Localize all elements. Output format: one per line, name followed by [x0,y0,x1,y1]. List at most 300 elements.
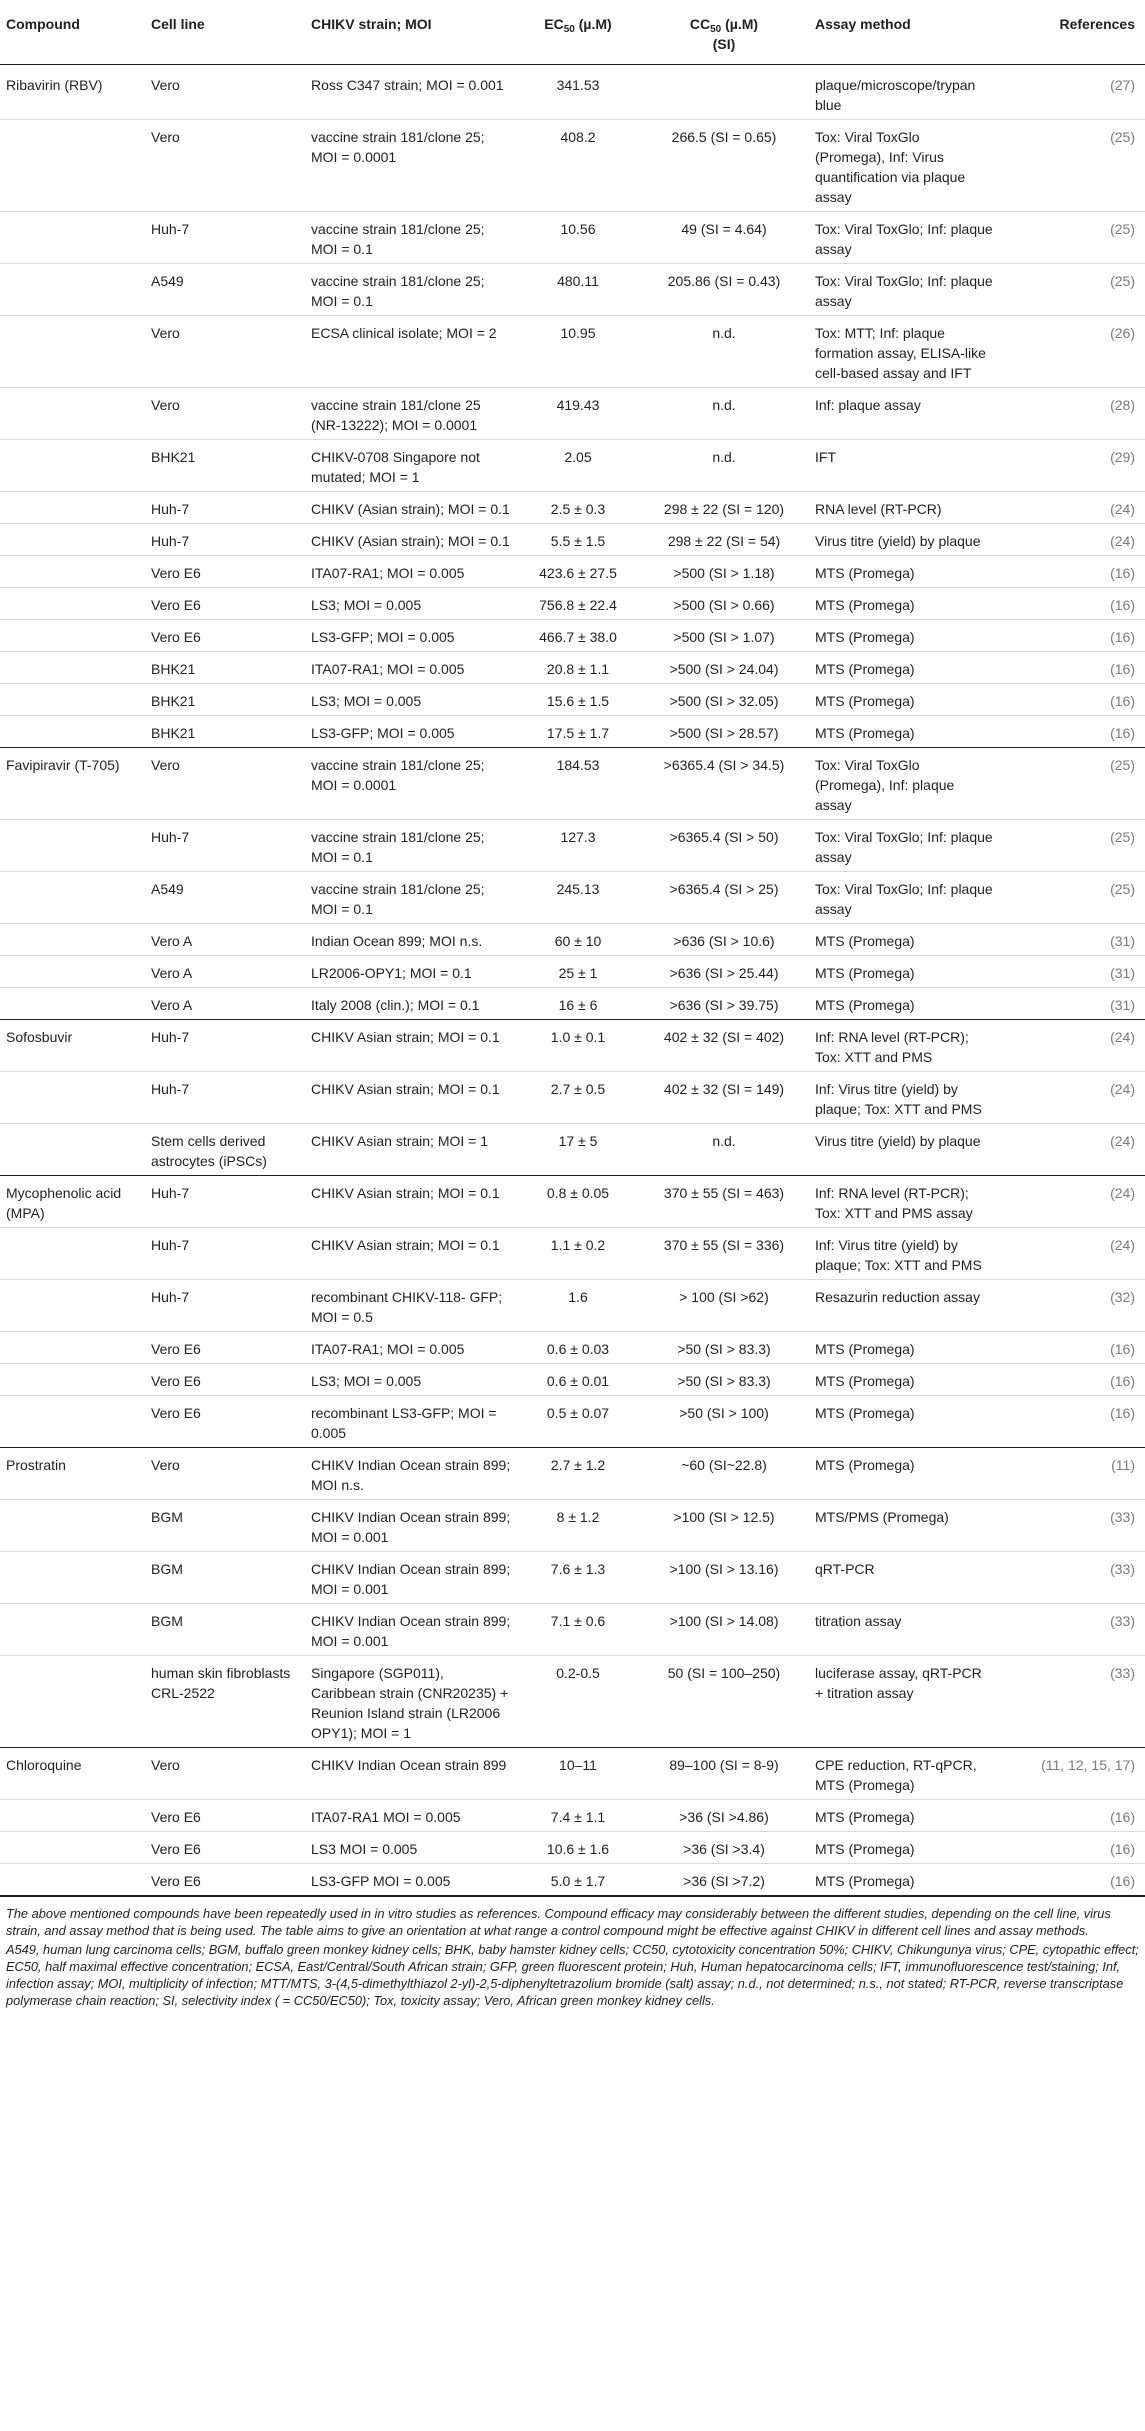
cell-line: BGM [145,1552,305,1604]
table-row [0,872,1145,924]
cell-assay: plaque/microscope/trypan blue [809,65,999,120]
cell-cc50: >636 (SI > 10.6) [639,924,809,956]
cell-assay: Tox: Viral ToxGlo; Inf: plaque assay [809,212,999,264]
cell-strain: CHIKV Asian strain; MOI = 0.1 [305,1020,517,1072]
header-assay: Assay method [809,0,999,65]
table-row [0,588,1145,620]
cell-ec50: 8 ± 1.2 [517,1500,639,1552]
cell-compound [0,684,145,716]
cell-cc50: >500 (SI > 32.05) [639,684,809,716]
cell-cc50: >636 (SI > 25.44) [639,956,809,988]
cell-compound [0,1280,145,1332]
table-header-row [0,0,1145,65]
table-row [0,1364,1145,1396]
header-ec50 [517,0,639,65]
cell-reference[interactable]: (25) [999,264,1145,316]
cell-line: Vero E6 [145,1800,305,1832]
cell-line: Huh-7 [145,1072,305,1124]
cell-ec50: 127.3 [517,820,639,872]
cell-assay: Inf: Virus titre (yield) by plaque; Tox: XTT and PMS [809,1072,999,1124]
cell-compound [0,1864,145,1896]
cell-ec50: 1.0 ± 0.1 [517,1020,639,1072]
table-row [0,1124,1145,1176]
header-cell-line: Cell line [145,0,305,65]
cell-strain: LS3; MOI = 0.005 [305,1364,517,1396]
cell-assay: Tox: Viral ToxGlo (Promega), Inf: Virus quantification via plaque assay [809,120,999,212]
cell-compound [0,1124,145,1176]
cell-line: Stem cells derived astrocytes (iPSCs) [145,1124,305,1176]
cell-reference[interactable]: (33) [999,1500,1145,1552]
cell-strain: vaccine strain 181/clone 25; MOI = 0.0001 [305,748,517,820]
table-row [0,65,1145,120]
cell-strain: CHIKV Asian strain; MOI = 0.1 [305,1072,517,1124]
table-row [0,440,1145,492]
table-body [0,65,1145,1896]
cell-compound: Ribavirin (RBV) [0,65,145,120]
cell-ec50: 2.7 ± 0.5 [517,1072,639,1124]
cell-cc50: >500 (SI > 1.07) [639,620,809,652]
cell-strain: CHIKV Indian Ocean strain 899 [305,1748,517,1800]
cell-line: Vero [145,316,305,388]
cell-reference[interactable]: (16) [999,652,1145,684]
cell-reference[interactable]: (24) [999,492,1145,524]
cell-assay: Tox: Viral ToxGlo; Inf: plaque assay [809,820,999,872]
cell-ec50: 419.43 [517,388,639,440]
cell-compound [0,1552,145,1604]
cell-ec50: 466.7 ± 38.0 [517,620,639,652]
cell-compound [0,1656,145,1748]
cell-compound [0,588,145,620]
table-row [0,316,1145,388]
ec50-sub: 50 [563,24,575,35]
cell-line: Vero E6 [145,1832,305,1864]
cell-cc50: >6365.4 (SI > 25) [639,872,809,924]
cell-cc50: n.d. [639,1124,809,1176]
table-row [0,1748,1145,1800]
cell-line: Huh-7 [145,492,305,524]
cell-ec50: 16 ± 6 [517,988,639,1020]
cell-cc50: 402 ± 32 (SI = 402) [639,1020,809,1072]
cell-assay: MTS (Promega) [809,556,999,588]
cc50-unit: (µ.M) [721,16,759,32]
cell-ec50: 7.6 ± 1.3 [517,1552,639,1604]
cell-line: Huh-7 [145,524,305,556]
cell-ec50: 408.2 [517,120,639,212]
table-row [0,556,1145,588]
cell-ec50: 10.56 [517,212,639,264]
table-row [0,1832,1145,1864]
cell-reference[interactable]: (16) [999,556,1145,588]
table-row [0,924,1145,956]
cell-assay: MTS (Promega) [809,1448,999,1500]
cell-reference[interactable]: (33) [999,1552,1145,1604]
cell-reference[interactable]: (16) [999,620,1145,652]
cell-line: Vero E6 [145,1396,305,1448]
table-row [0,1020,1145,1072]
table-row [0,1448,1145,1500]
cell-strain: CHIKV Asian strain; MOI = 0.1 [305,1228,517,1280]
cell-reference[interactable]: (11) [999,1448,1145,1500]
cell-cc50: >50 (SI > 83.3) [639,1364,809,1396]
cell-cc50: 370 ± 55 (SI = 336) [639,1228,809,1280]
cell-compound [0,652,145,684]
table-row [0,988,1145,1020]
cell-assay: Resazurin reduction assay [809,1280,999,1332]
cell-line: Vero E6 [145,588,305,620]
footnote-abbreviations: A549, human lung carcinoma cells; BGM, buffalo green monkey kidney cells; BHK, baby hamster kidney cells; CC50, cytotoxicity concentration 50%; CHIKV, Chikungunya virus; CPE, cytopathic effect; EC50, half maximal effective concentration; ECSA, East/Central/South African strain; GFP, green fluorescent protein; Huh, Human hepatocarcinoma cells; IFT, immunofluorescence test/staining; Inf, infection assay; MOI, multiplicity of infection; MTT/MTS, 3-(4,5-dimethylthiazol 2-yl)-2,5-diphenyltetrazolium bromide (salt) assay; n.d., not determined; n.s., not stated; RT-PCR, reverse transcriptase polymerase chain reaction; SI, selectivity index ( = CC50/EC50); Tox, toxicity assay; Vero, African green monkey kidney cells. [6,1942,1139,2008]
table-row [0,652,1145,684]
cell-assay: MTS (Promega) [809,1832,999,1864]
cell-reference[interactable]: (24) [999,1228,1145,1280]
cell-compound [0,524,145,556]
cell-reference[interactable]: (16) [999,684,1145,716]
cell-line: BHK21 [145,684,305,716]
cell-strain: vaccine strain 181/clone 25; MOI = 0.1 [305,264,517,316]
cell-line: Huh-7 [145,1176,305,1228]
cell-assay: MTS (Promega) [809,988,999,1020]
cell-strain: ITA07-RA1; MOI = 0.005 [305,556,517,588]
cell-reference[interactable]: (25) [999,748,1145,820]
cell-assay: Tox: Viral ToxGlo (Promega), Inf: plaque assay [809,748,999,820]
cell-compound [0,1072,145,1124]
cell-assay: RNA level (RT-PCR) [809,492,999,524]
cell-reference[interactable]: (24) [999,524,1145,556]
cell-ec50: 5.0 ± 1.7 [517,1864,639,1896]
cell-strain: Indian Ocean 899; MOI n.s. [305,924,517,956]
cell-compound [0,716,145,748]
cell-compound [0,620,145,652]
cell-cc50: >6365.4 (SI > 34.5) [639,748,809,820]
cell-assay: Virus titre (yield) by plaque [809,1124,999,1176]
table-row [0,1280,1145,1332]
table-row [0,684,1145,716]
cell-assay: MTS (Promega) [809,1864,999,1896]
cell-cc50: > 100 (SI >62) [639,1280,809,1332]
table-row [0,1656,1145,1748]
cell-cc50: 298 ± 22 (SI = 120) [639,492,809,524]
cell-reference[interactable]: (16) [999,588,1145,620]
cell-strain: vaccine strain 181/clone 25 (NR-13222); MOI = 0.0001 [305,388,517,440]
cell-ec50: 480.11 [517,264,639,316]
cell-reference[interactable]: (24) [999,1020,1145,1072]
cell-reference[interactable]: (24) [999,1176,1145,1228]
cell-strain: vaccine strain 181/clone 25; MOI = 0.1 [305,212,517,264]
cell-ec50: 1.6 [517,1280,639,1332]
cell-assay: MTS (Promega) [809,620,999,652]
cell-assay: luciferase assay, qRT-PCR + titration assay [809,1656,999,1748]
cell-line: A549 [145,872,305,924]
cell-compound: Prostratin [0,1448,145,1500]
cell-assay: MTS (Promega) [809,956,999,988]
cell-ec50: 0.6 ± 0.01 [517,1364,639,1396]
cell-compound [0,492,145,524]
table-row [0,120,1145,212]
cell-cc50: >50 (SI > 100) [639,1396,809,1448]
cell-strain: LS3; MOI = 0.005 [305,684,517,716]
cell-ec50: 5.5 ± 1.5 [517,524,639,556]
cell-compound [0,1800,145,1832]
table-row [0,1176,1145,1228]
cell-line: Huh-7 [145,820,305,872]
cell-compound [0,1500,145,1552]
cell-reference[interactable]: (32) [999,1280,1145,1332]
table-row [0,1864,1145,1896]
cell-strain: Italy 2008 (clin.); MOI = 0.1 [305,988,517,1020]
cell-reference[interactable]: (16) [999,1332,1145,1364]
cell-assay: MTS (Promega) [809,1332,999,1364]
cell-ec50: 1.1 ± 0.2 [517,1228,639,1280]
cell-ec50: 423.6 ± 27.5 [517,556,639,588]
cell-line: Huh-7 [145,1280,305,1332]
cell-line: Vero E6 [145,1364,305,1396]
cell-line: BGM [145,1500,305,1552]
cell-strain: Singapore (SGP011), Caribbean strain (CNR20235) + Reunion Island strain (LR2006 OPY1); MOI = 1 [305,1656,517,1748]
cell-ec50: 10.6 ± 1.6 [517,1832,639,1864]
cell-assay: MTS (Promega) [809,588,999,620]
cell-strain: recombinant LS3-GFP; MOI = 0.005 [305,1396,517,1448]
cell-ec50: 0.6 ± 0.03 [517,1332,639,1364]
cell-cc50: ~60 (SI~22.8) [639,1448,809,1500]
cell-strain: CHIKV-0708 Singapore not mutated; MOI = 1 [305,440,517,492]
table-row [0,1500,1145,1552]
cell-reference[interactable]: (28) [999,388,1145,440]
cell-line: BGM [145,1604,305,1656]
ec50-unit: (µ.M) [574,16,612,32]
cell-compound: Favipiravir (T-705) [0,748,145,820]
cell-ec50: 2.5 ± 0.3 [517,492,639,524]
cell-ec50: 2.7 ± 1.2 [517,1448,639,1500]
cell-strain: recombinant CHIKV-118- GFP; MOI = 0.5 [305,1280,517,1332]
cell-assay: IFT [809,440,999,492]
cell-compound [0,316,145,388]
cell-compound [0,120,145,212]
table-row [0,492,1145,524]
cell-assay: CPE reduction, RT-qPCR, MTS (Promega) [809,1748,999,1800]
cell-cc50: 266.5 (SI = 0.65) [639,120,809,212]
cell-line: A549 [145,264,305,316]
cell-cc50: >500 (SI > 1.18) [639,556,809,588]
cell-strain: CHIKV Asian strain; MOI = 0.1 [305,1176,517,1228]
table-row [0,1396,1145,1448]
cell-compound [0,1604,145,1656]
cell-ec50: 15.6 ± 1.5 [517,684,639,716]
table-row [0,212,1145,264]
cell-assay: MTS (Promega) [809,1396,999,1448]
cell-compound [0,956,145,988]
table-row [0,264,1145,316]
cell-assay: MTS (Promega) [809,652,999,684]
cell-strain: CHIKV Indian Ocean strain 899; MOI = 0.001 [305,1604,517,1656]
cell-line: BHK21 [145,652,305,684]
cell-strain: vaccine strain 181/clone 25; MOI = 0.1 [305,820,517,872]
table-row [0,956,1145,988]
cell-assay: MTS (Promega) [809,1800,999,1832]
cell-strain: vaccine strain 181/clone 25; MOI = 0.1 [305,872,517,924]
cell-ec50: 25 ± 1 [517,956,639,988]
cell-cc50: >100 (SI > 12.5) [639,1500,809,1552]
table-row [0,1552,1145,1604]
cell-line: Vero E6 [145,1864,305,1896]
cell-compound [0,1364,145,1396]
cell-compound: Chloroquine [0,1748,145,1800]
cell-ec50: 245.13 [517,872,639,924]
cell-compound [0,1332,145,1364]
cell-assay: MTS (Promega) [809,1364,999,1396]
cell-line: Vero A [145,924,305,956]
cell-ec50: 10.95 [517,316,639,388]
cell-assay: Tox: MTT; Inf: plaque formation assay, ELISA-like cell-based assay and IFT [809,316,999,388]
cell-cc50: 49 (SI = 4.64) [639,212,809,264]
cell-reference[interactable]: (24) [999,1072,1145,1124]
cell-ec50: 0.5 ± 0.07 [517,1396,639,1448]
cc50-si: (SI) [712,36,736,52]
cell-strain: ECSA clinical isolate; MOI = 2 [305,316,517,388]
cell-reference[interactable]: (16) [999,716,1145,748]
cell-compound [0,1396,145,1448]
cell-line: BHK21 [145,716,305,748]
cell-assay: MTS (Promega) [809,716,999,748]
cell-reference[interactable]: (31) [999,956,1145,988]
cell-cc50: >36 (SI >4.86) [639,1800,809,1832]
cell-reference[interactable]: (25) [999,872,1145,924]
cell-strain: Ross C347 strain; MOI = 0.001 [305,65,517,120]
cell-line: Vero A [145,988,305,1020]
cell-strain: CHIKV Indian Ocean strain 899; MOI = 0.001 [305,1552,517,1604]
cell-line: Vero [145,388,305,440]
cell-line: BHK21 [145,440,305,492]
table-row [0,1604,1145,1656]
cell-assay: Tox: Viral ToxGlo; Inf: plaque assay [809,264,999,316]
cell-reference[interactable]: (33) [999,1656,1145,1748]
cell-cc50: n.d. [639,388,809,440]
cell-assay: MTS (Promega) [809,924,999,956]
cell-cc50: >636 (SI > 39.75) [639,988,809,1020]
cell-reference[interactable]: (27) [999,65,1145,120]
cell-reference[interactable]: (25) [999,820,1145,872]
table-row [0,820,1145,872]
cell-ec50: 10–11 [517,1748,639,1800]
cell-reference[interactable]: (16) [999,1800,1145,1832]
cell-cc50: >36 (SI >7.2) [639,1864,809,1896]
cell-line: Huh-7 [145,1228,305,1280]
table-row [0,716,1145,748]
cell-strain: LS3-GFP; MOI = 0.005 [305,620,517,652]
cell-cc50: n.d. [639,440,809,492]
cell-compound: Sofosbuvir [0,1020,145,1072]
cell-ec50: 0.8 ± 0.05 [517,1176,639,1228]
cell-cc50: 402 ± 32 (SI = 149) [639,1072,809,1124]
table-row [0,388,1145,440]
cell-ec50: 60 ± 10 [517,924,639,956]
cell-strain: LS3-GFP MOI = 0.005 [305,1864,517,1896]
table-row [0,1228,1145,1280]
cell-reference[interactable]: (16) [999,1832,1145,1864]
cell-assay: MTS/PMS (Promega) [809,1500,999,1552]
cell-cc50: 50 (SI = 100–250) [639,1656,809,1748]
cell-strain: ITA07-RA1; MOI = 0.005 [305,652,517,684]
cell-compound [0,264,145,316]
cell-ec50: 184.53 [517,748,639,820]
header-strain: CHIKV strain; MOI [305,0,517,65]
table-row [0,620,1145,652]
cell-reference[interactable]: (26) [999,316,1145,388]
cell-strain: CHIKV Indian Ocean strain 899; MOI = 0.001 [305,1500,517,1552]
table-footnote [0,1896,1145,2017]
cell-strain: LS3-GFP; MOI = 0.005 [305,716,517,748]
cell-assay: qRT-PCR [809,1552,999,1604]
cell-cc50: 298 ± 22 (SI = 54) [639,524,809,556]
cell-cc50: 89–100 (SI = 8-9) [639,1748,809,1800]
cc50-label: CC [689,16,711,32]
cell-ec50: 756.8 ± 22.4 [517,588,639,620]
header-cc50 [639,0,809,65]
cell-compound [0,212,145,264]
cell-strain: vaccine strain 181/clone 25; MOI = 0.0001 [305,120,517,212]
cell-reference[interactable]: (25) [999,212,1145,264]
cell-compound [0,388,145,440]
cell-cc50: n.d. [639,316,809,388]
cell-ec50: 0.2-0.5 [517,1656,639,1748]
cell-cc50: >500 (SI > 24.04) [639,652,809,684]
cell-strain: CHIKV (Asian strain); MOI = 0.1 [305,524,517,556]
cell-cc50 [639,65,809,120]
cell-reference[interactable]: (31) [999,988,1145,1020]
cell-assay: Tox: Viral ToxGlo; Inf: plaque assay [809,872,999,924]
cell-cc50: >100 (SI > 14.08) [639,1604,809,1656]
cell-reference[interactable]: (16) [999,1864,1145,1896]
cell-assay: titration assay [809,1604,999,1656]
cell-reference[interactable]: (31) [999,924,1145,956]
cell-strain: CHIKV Indian Ocean strain 899; MOI n.s. [305,1448,517,1500]
header-references: References [999,0,1145,65]
cell-cc50: >6365.4 (SI > 50) [639,820,809,872]
cell-assay: Inf: Virus titre (yield) by plaque; Tox: XTT and PMS [809,1228,999,1280]
cell-ec50: 7.1 ± 0.6 [517,1604,639,1656]
cell-reference[interactable]: (29) [999,440,1145,492]
cell-ec50: 20.8 ± 1.1 [517,652,639,684]
cell-line: Vero E6 [145,620,305,652]
cell-compound [0,1228,145,1280]
cell-line: human skin fibroblasts CRL-2522 [145,1656,305,1748]
cell-line: Vero E6 [145,1332,305,1364]
cell-assay: Virus titre (yield) by plaque [809,524,999,556]
cell-line: Vero A [145,956,305,988]
cell-line: Vero [145,1448,305,1500]
cell-reference[interactable]: (25) [999,120,1145,212]
cc50-sub: 50 [710,24,722,35]
cell-line: Huh-7 [145,1020,305,1072]
cell-reference[interactable]: (11, 12, 15, 17) [999,1748,1145,1800]
cell-reference[interactable]: (24) [999,1124,1145,1176]
cell-reference[interactable]: (16) [999,1364,1145,1396]
table-row [0,1800,1145,1832]
cell-compound: Mycophenolic acid (MPA) [0,1176,145,1228]
cell-compound [0,820,145,872]
cell-compound [0,556,145,588]
cell-compound [0,872,145,924]
cell-compound [0,1832,145,1864]
cell-cc50: >50 (SI > 83.3) [639,1332,809,1364]
table-row [0,524,1145,556]
cell-ec50: 341.53 [517,65,639,120]
cell-ec50: 2.05 [517,440,639,492]
cell-strain: LS3 MOI = 0.005 [305,1832,517,1864]
cell-assay: Inf: RNA level (RT-PCR); Tox: XTT and PMS [809,1020,999,1072]
cell-reference[interactable]: (16) [999,1396,1145,1448]
ec50-label: EC [544,16,564,32]
cell-strain: ITA07-RA1; MOI = 0.005 [305,1332,517,1364]
cell-reference[interactable]: (33) [999,1604,1145,1656]
